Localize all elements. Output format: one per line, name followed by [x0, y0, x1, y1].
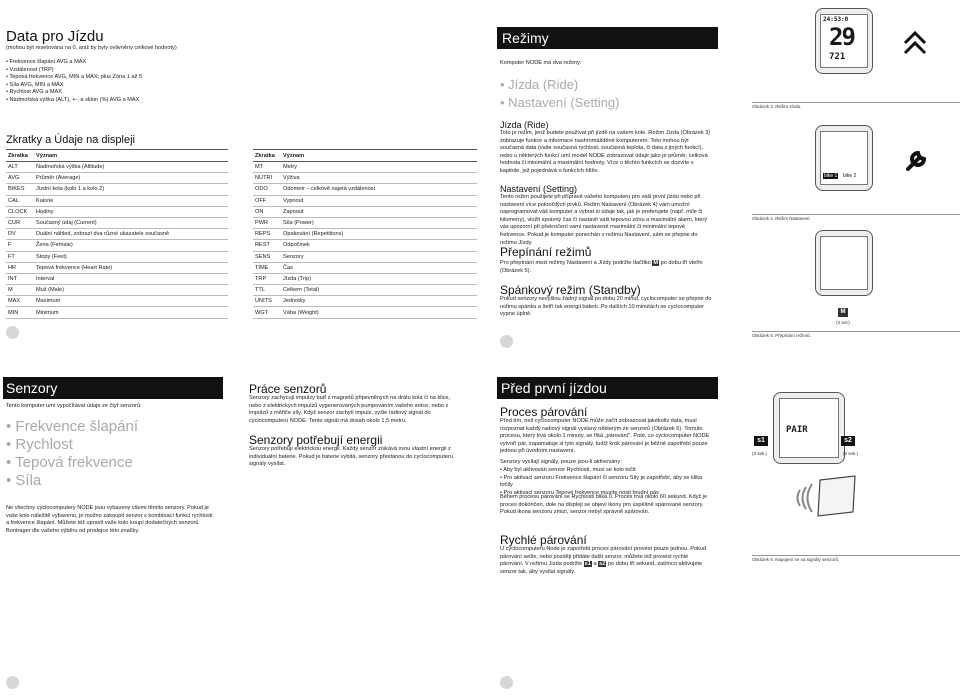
- col-abbr: Zkratka: [6, 150, 34, 162]
- caption-fig5: Obrázek 5. Přepínání režimů.: [752, 333, 811, 338]
- send-list: [500, 467, 715, 497]
- abbr-cell: CAL: [6, 195, 34, 206]
- abbr-cell: BIKES: [6, 184, 34, 195]
- meaning-cell: Průměr (Average): [34, 173, 228, 184]
- table-row: [6, 307, 228, 318]
- abbr-cell: M: [6, 285, 34, 296]
- sensors-intro: Tento komputer umí vypočítávat údaje ze čtyř senzorů:: [6, 403, 142, 409]
- meaning-cell: Odpočinek: [281, 240, 477, 251]
- device-sub: 721: [829, 52, 846, 62]
- meaning-cell: Jízda (Trip): [281, 273, 477, 284]
- chevron-up-icon: [902, 27, 928, 57]
- bullet-item: • Tepová frekvence AVG, MIN a MAX; plus Zóna 1 až 5: [6, 74, 142, 82]
- sensor-item: • Síla: [6, 472, 138, 490]
- data-bullets: [6, 59, 142, 105]
- caption-fig3: Obrázek 3. Režim Jízda.: [752, 104, 802, 109]
- s1-button-icon: s1: [584, 561, 591, 568]
- table-row: [253, 273, 477, 284]
- table-row: [6, 173, 228, 184]
- switch-heading: Přepínání režimů: [500, 245, 592, 259]
- table-row: [6, 285, 228, 296]
- s2-button-icon: s2: [841, 436, 855, 446]
- col-meaning: Význam: [34, 150, 228, 162]
- fast-paragraph: U cyclocomputeru Node je zapotřebí proces párování provést pouze jednou. Pokud párování selže, nebo později přidáte další senzor, můžete též provést rychlé párování. V režimu Jízda podržte s1 a s2 po dobu tří sekund, zatímco aktivujete senzor tak, aby vysílal signály.: [500, 546, 707, 575]
- pairing-heading: Proces párování: [500, 405, 588, 419]
- modes-list: [500, 76, 619, 112]
- abbr-cell: TRP: [253, 273, 281, 284]
- caption-fig4: Obrázek 4. Režim Nastavení.: [752, 216, 811, 221]
- sensors-banner: [3, 377, 223, 399]
- table-row: [6, 240, 228, 251]
- abbr-cell: CLOCK: [6, 206, 34, 217]
- table-row: [6, 296, 228, 307]
- s2-seconds: (3 sek.): [843, 451, 859, 456]
- meaning-cell: Váha (Weight): [281, 307, 477, 318]
- meaning-cell: Žena (Female): [34, 240, 228, 251]
- table-row: [6, 184, 228, 195]
- s1-button-icon: s1: [754, 436, 768, 446]
- pairing-paragraph: Před tím, než cyclocomputer NODE může začít zobrazovat jakékoliv data, musí rozpoznat každý radiový signál vyslaný některým ze senzorů (Obrázek 6). Tomuto procesu, který trvá okolo 1 minuty, se říká „párování". Poté, co cyclocomputer NODE vytvoří pár, zapamatuje si tyto signály, tudíž krok párování je běžně zapotřebí pouze jednou při úvodním nastavení.: [500, 418, 710, 455]
- modes-intro: Komputer NODE má dva režimy:: [500, 60, 582, 66]
- table-row: [253, 184, 477, 195]
- sensors-paragraph: Ne všechny cyclocomputery NODE jsou vybaveny všemi těmito senzory. Pokud je vaše kolo náležitě vybaveno, je možno zakoupit senzor s kombinací funkcí rychlosti a frekvence šlapání. Můžete též upravit vaše kolo koupí dodatečných senzorů Bontrager dle vašeho výběru od prodejce této značky.: [6, 505, 213, 534]
- send-item: • Aby byl aktivován senzor Rychlosti, musí se kolo točit: [500, 467, 715, 475]
- table-row: [253, 229, 477, 240]
- sleep-paragraph: Pokud senzory nevyšlou žádný signál po dobu 20 minut, cyclocomputer se přepne do režimu spánku a šetří tak energii baterii. Po dalších 10 minutách se cyclocomputer vypne úplně.: [500, 296, 712, 318]
- setting-mode-device: [815, 125, 873, 191]
- abbr-cell: TTL: [253, 285, 281, 296]
- device-speed: 29: [829, 23, 854, 51]
- data-subtitle: (mohou být resetována na 0, aniž by byly ovlivněny celkové hodnoty): [6, 45, 177, 51]
- ride-mode-device: [815, 8, 873, 74]
- send-item: • Pro aktivaci senzoru Tepové frekvence musíte nosit hrudní pás: [500, 490, 715, 498]
- abbr-table-right: [253, 149, 477, 319]
- meaning-cell: Kalorie: [34, 195, 228, 206]
- table-row: [253, 285, 477, 296]
- setting-heading: Nastavení (Setting): [500, 184, 578, 194]
- abbr-cell: DV: [6, 229, 34, 240]
- meaning-cell: Zapnout: [281, 206, 477, 217]
- abbr-cell: MAX: [6, 296, 34, 307]
- meaning-cell: Hodiny: [34, 206, 228, 217]
- table-row: [253, 240, 477, 251]
- abbr-cell: PWR: [253, 217, 281, 228]
- ride-heading: Jízda (Ride): [500, 120, 549, 130]
- meaning-cell: Současný údaj (Current): [34, 217, 228, 228]
- before-ride-banner: [497, 377, 718, 399]
- sensor-item: • Tepová frekvence: [6, 454, 138, 472]
- abbr-cell: AVG: [6, 173, 34, 184]
- meaning-cell: Jednotky: [281, 296, 477, 307]
- abbr-cell: TIME: [253, 262, 281, 273]
- before-ride-title: Před první jízdou: [501, 380, 607, 396]
- switch-paragraph: Pro přepínání mezi režimy Nastavení a Jízdy podržte tlačítko M po dobu tří vteřin (Obrázek 5).: [500, 260, 703, 274]
- bullet-item: • Nadmořská výška (ALT), +-, a sklon (%) AVG a MAX: [6, 97, 142, 105]
- abbr-cell: F: [6, 240, 34, 251]
- mode-item: • Nastavení (Setting): [500, 94, 619, 112]
- abbr-cell: SENS: [253, 251, 281, 262]
- page-top-right: [480, 0, 960, 350]
- setting-paragraph: Tento režim použijete při přípravě vašeho komputeru pro vaši první jízdu nebo při nastavení více pokročilých prvků. Režim Nastavení (Obrázek 4) vám umožní naprogramovat váš komputer a vybrat si údaje tak, jak je preferujete (např. míle či kilometry), vložit správný čas či nastavit vaši tepovou zónu a maximální alarm, který vás upozorní při překročení vami nastavené maximální či minimální tepové frekvence. Pokud je komputer ponechán v režimu Nastavení, sám se přepne do režimu Jízdy.: [500, 194, 708, 246]
- work-heading: Práce senzorů: [249, 382, 327, 396]
- meaning-cell: Tepová frekvence (Heart Rate): [34, 262, 228, 273]
- bullet-item: • Síla AVG, MIN a MAX: [6, 82, 142, 90]
- abbr-cell: ON: [253, 206, 281, 217]
- table-row: [253, 296, 477, 307]
- abbr-cell: ODO: [253, 184, 281, 195]
- device-bike2: bike 2: [843, 173, 857, 179]
- trek-logo-icon: [500, 335, 513, 348]
- abbr-cell: HR: [6, 262, 34, 273]
- table-row: [253, 195, 477, 206]
- sensor-item: • Frekvence šlapání: [6, 418, 138, 436]
- blink-paragraph: Během procesu párování se Rychlosti bliká 0. Proces trvá okolo 60 sekund. Když je proces dokončen, dole na displeji se objeví ikony pro úspěšně spárované senzory. Pokud ikona senzoru zmizí, senzor nebyl správně spárován.: [500, 494, 708, 516]
- bullet-item: • Rychlost AVG a MAX: [6, 89, 142, 97]
- bullet-item: • Vzdálenost (TRP): [6, 67, 142, 75]
- abbr-title: Zkratky a Údaje na displeji: [6, 134, 136, 146]
- sensors-title: Senzory: [6, 380, 58, 396]
- m-button-icon: M: [838, 308, 848, 317]
- trek-logo-icon: [500, 676, 513, 689]
- table-row: [6, 262, 228, 273]
- col-abbr: Zkratka: [253, 150, 281, 162]
- table-row: [6, 229, 228, 240]
- ride-paragraph: Toto je režim, jenž budete používat při jízdě na vašem kole. Režim Jízda (Obrázek 3) zobrazuje funkce a informace nashromážděné komputerem. Toto mohou být současná data (vaše současná rychlost, současná teplota, či data z jiných funkcí), nebo u některých funkcí umí model NODE zobrazovat údaje jako je průměr, celková hodnota či minimální a maximální hodnoty. Více o těchto funkcích se dozvíte v kapitole, jež pojednává o funkcích blíže.: [500, 130, 711, 174]
- meaning-cell: Interval: [34, 273, 228, 284]
- meaning-cell: Duální náhled, zobrazí dva různé ukazatele současně: [34, 229, 228, 240]
- abbr-cell: FT: [6, 251, 34, 262]
- page-top-left: [0, 0, 480, 350]
- abbr-cell: OFF: [253, 195, 281, 206]
- meaning-cell: Metry: [281, 162, 477, 173]
- pair-mode-device: [773, 392, 845, 464]
- sensors-list: [6, 418, 138, 490]
- abbr-cell: ALT: [6, 162, 34, 173]
- meaning-cell: Nadmořská výška (Altitude): [34, 162, 228, 173]
- meaning-cell: Čas: [281, 262, 477, 273]
- abbr-cell: UNITS: [253, 296, 281, 307]
- table-row: [6, 217, 228, 228]
- meaning-cell: Senzory: [281, 251, 477, 262]
- work-paragraph: Senzory zachycují impulzy buď z magnetů připevněných na drátu kola či na klice, nebo z elektrických impulzů vygenerovaných pumpováním vašeho srdce, nebo z impulzů z měřiče síly. Když senzor zachytí impulz, vyšle radiový signál do cyclocomputeru NODE. Tento signál má dosah okolo 1,5 metru.: [249, 395, 451, 424]
- sensor-item: • Rychlost: [6, 436, 138, 454]
- table-row: [253, 307, 477, 318]
- wrench-icon: [902, 145, 932, 175]
- data-title: Data pro Jízdu: [6, 28, 104, 45]
- meaning-cell: Minimum: [34, 307, 228, 318]
- energy-heading: Senzory potřebují energii: [249, 433, 383, 447]
- abbr-cell: REST: [253, 240, 281, 251]
- meaning-cell: Muž (Male): [34, 285, 228, 296]
- abbr-cell: WGT: [253, 307, 281, 318]
- abbr-cell: NUTRI: [253, 173, 281, 184]
- table-row: [6, 162, 228, 173]
- m-button-icon: M: [653, 260, 659, 266]
- device-time: 24:53:0: [823, 16, 849, 23]
- table-row: [6, 251, 228, 262]
- meaning-cell: Odometr – celkově najetá vzdálenost: [281, 184, 477, 195]
- table-row: [6, 195, 228, 206]
- bullet-item: • Frekvence šlapání AVG a MAX: [6, 59, 142, 67]
- meaning-cell: Výživa: [281, 173, 477, 184]
- send-paragraph: Senzory vysílají signály, pouze jsou-li aktivovány:: [500, 459, 622, 465]
- sensor-signal-icon: [790, 470, 860, 520]
- table-row: [253, 217, 477, 228]
- sleep-heading: Spánkový režim (Standby): [500, 283, 641, 297]
- meaning-cell: Opakování (Repetitions): [281, 229, 477, 240]
- table-row: [6, 206, 228, 217]
- device-bike1: bike 1: [824, 173, 838, 179]
- table-row: [253, 206, 477, 217]
- send-item: • Pro aktivaci senzoru Frekvence šlapání či senzoru Síly je zapotřebí, aby se klika točily: [500, 475, 715, 490]
- switch-mode-device: [815, 230, 873, 296]
- table-row: [253, 162, 477, 173]
- meaning-cell: Jízdní kola (kolo 1 a kolo 2): [34, 184, 228, 195]
- abbr-cell: MT: [253, 162, 281, 173]
- abbr-table-left: [6, 149, 228, 319]
- table-row: [6, 273, 228, 284]
- page-bottom-left: [0, 350, 480, 700]
- mode-item: • Jízda (Ride): [500, 76, 619, 94]
- abbr-cell: INT: [6, 273, 34, 284]
- abbr-cell: MIN: [6, 307, 34, 318]
- abbr-cell: CUR: [6, 217, 34, 228]
- meaning-cell: Maximum: [34, 296, 228, 307]
- s2-button-icon: s2: [599, 561, 606, 568]
- meaning-cell: Stopy (Feet): [34, 251, 228, 262]
- meaning-cell: Celkem (Total): [281, 285, 477, 296]
- col-meaning: Význam: [281, 150, 477, 162]
- trek-logo-icon: [6, 676, 19, 689]
- meaning-cell: Vypnout: [281, 195, 477, 206]
- trek-logo-icon: [6, 326, 19, 339]
- caption-fig6: Obrázek 6. Napojení se na signály senzorů.: [752, 557, 840, 562]
- device-pair: PAIR: [786, 425, 808, 435]
- meaning-cell: Síla (Power): [281, 217, 477, 228]
- page-bottom-right: [480, 350, 960, 700]
- s1-seconds: (3 sek.): [752, 451, 768, 456]
- energy-paragraph: Senzory potřebují elektrickou energii. Každý senzor získává svou vlastní energii z individuální baterie. Pokud je baterie vybitá, senzory přestanou do cyclocomputeru signály vysílat.: [249, 446, 453, 468]
- abbr-cell: REPS: [253, 229, 281, 240]
- fig5-seconds: (3 sec): [836, 320, 850, 325]
- modes-title: Režimy: [502, 30, 549, 46]
- table-row: [253, 262, 477, 273]
- fast-heading: Rychlé párování: [500, 533, 587, 547]
- modes-banner: [497, 27, 718, 49]
- table-row: [253, 251, 477, 262]
- table-row: [253, 173, 477, 184]
